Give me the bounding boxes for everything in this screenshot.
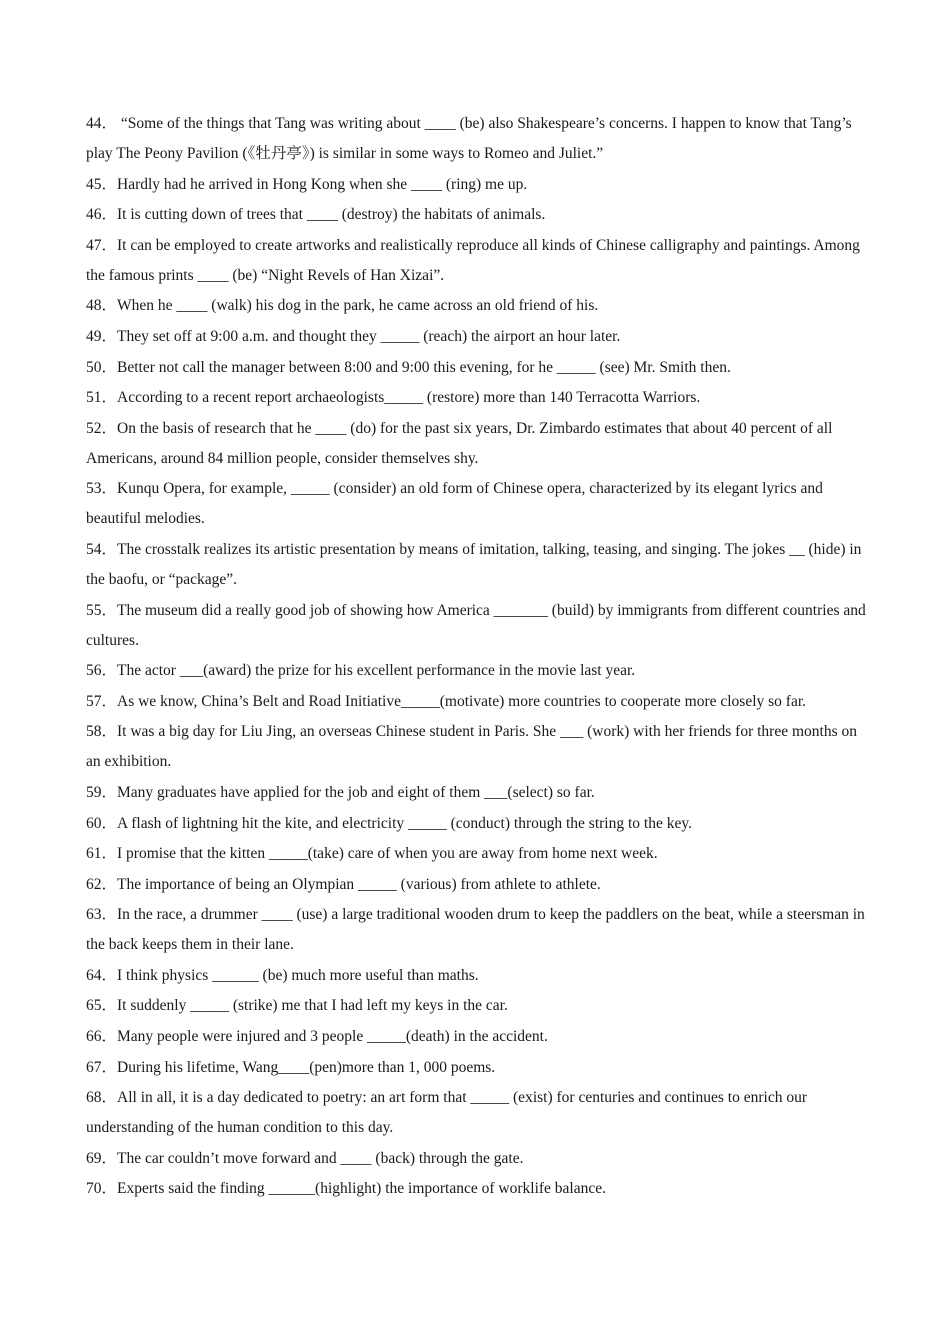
question-66	[86, 1022, 866, 1052]
question-68	[86, 1083, 866, 1143]
question-70	[86, 1174, 866, 1204]
question-number: 69．	[86, 1149, 118, 1167]
question-text: It is cutting down of trees that ____ (destroy) the habitats of animals.	[117, 206, 546, 224]
question-65	[86, 991, 866, 1021]
question-57	[86, 687, 866, 717]
question-46	[86, 200, 866, 230]
question-text: “Some of the things that Tang was writing about ____ (be) also Shakespeare’s concerns. I happen to know that Tang’s play The Peony Pavilion (《牡丹亭》) is similar in some ways to Romeo and Juliet.”	[86, 115, 852, 162]
question-text: It suddenly _____ (strike) me that I had left my keys in the car.	[117, 997, 508, 1015]
question-text: It was a big day for Liu Jing, an overseas Chinese student in Paris. She ___ (work) with her friends for three months on an exhibition.	[86, 723, 857, 771]
question-text: Hardly had he arrived in Hong Kong when she ____ (ring) me up.	[117, 175, 528, 193]
question-number: 46．	[86, 206, 118, 224]
question-58	[86, 717, 866, 777]
question-text: The crosstalk realizes its artistic presentation by means of imitation, talking, teasing, and singing. The jokes __ (hide) in the baofu, or “package”.	[86, 540, 862, 588]
question-text: I promise that the kitten _____(take) care of when you are away from home next week.	[117, 845, 658, 863]
question-number: 55．	[86, 601, 118, 619]
question-number: 63．	[86, 906, 118, 924]
question-62	[86, 870, 866, 900]
question-number: 51．	[86, 389, 118, 407]
question-number: 45．	[86, 175, 118, 193]
question-number: 61．	[86, 845, 118, 863]
question-50	[86, 353, 866, 383]
question-52	[86, 414, 866, 474]
question-48	[86, 291, 866, 321]
exercise-list	[86, 109, 866, 1205]
question-63	[86, 900, 866, 960]
question-number: 60．	[86, 814, 118, 832]
question-59	[86, 778, 866, 808]
question-number: 65．	[86, 997, 118, 1015]
question-55	[86, 596, 866, 656]
question-56	[86, 656, 866, 686]
question-60	[86, 809, 866, 839]
question-text: The car couldn’t move forward and ____ (back) through the gate.	[117, 1149, 524, 1167]
question-text: According to a recent report archaeologists_____ (restore) more than 140 Terracotta Warriors.	[117, 389, 701, 407]
question-number: 68．	[86, 1089, 118, 1107]
question-number: 57．	[86, 692, 118, 710]
question-69	[86, 1144, 866, 1174]
question-number: 70．	[86, 1180, 118, 1198]
question-44	[86, 109, 866, 169]
question-text: They set off at 9:00 a.m. and thought they _____ (reach) the airport an hour later.	[117, 327, 621, 345]
question-text: Better not call the manager between 8:00 and 9:00 this evening, for he _____ (see) Mr. Smith then.	[117, 358, 731, 376]
question-text: The importance of being an Olympian _____ (various) from athlete to athlete.	[117, 875, 601, 893]
question-text: The museum did a really good job of showing how America _______ (build) by immigrants from different countries and cultures.	[86, 601, 866, 649]
question-number: 58．	[86, 723, 118, 741]
question-number: 50．	[86, 358, 118, 376]
question-53	[86, 474, 866, 534]
question-number: 52．	[86, 419, 118, 437]
question-number: 48．	[86, 297, 118, 315]
question-54	[86, 535, 866, 595]
question-text: When he ____ (walk) his dog in the park, he came across an old friend of his.	[117, 297, 599, 315]
question-text: Many graduates have applied for the job and eight of them ___(select) so far.	[117, 783, 595, 801]
question-text: The actor ___(award) the prize for his excellent performance in the movie last year.	[117, 662, 636, 680]
question-text: I think physics ______ (be) much more useful than maths.	[117, 966, 479, 984]
question-text: Experts said the finding ______(highlight) the importance of worklife balance.	[117, 1180, 606, 1198]
question-number: 64．	[86, 966, 118, 984]
question-number: 66．	[86, 1028, 118, 1046]
question-number: 67．	[86, 1058, 118, 1076]
question-51	[86, 383, 866, 413]
question-text: It can be employed to create artworks and realistically reproduce all kinds of Chinese calligraphy and paintings. Among the famous prints ____ (be) “Night Revels of Han Xizai”.	[86, 236, 860, 284]
question-number: 47．	[86, 236, 118, 254]
question-49	[86, 322, 866, 352]
question-45	[86, 170, 866, 200]
question-number: 53．	[86, 480, 118, 498]
question-text: During his lifetime, Wang____(pen)more than 1, 000 poems.	[117, 1058, 496, 1076]
question-text: On the basis of research that he ____ (do) for the past six years, Dr. Zimbardo estimates that about 40 percent of all Americans, around 84 million people, consider themselves shy.	[86, 419, 833, 467]
question-67	[86, 1053, 866, 1083]
question-64	[86, 961, 866, 991]
question-number: 54．	[86, 540, 118, 558]
question-text: In the race, a drummer ____ (use) a large traditional wooden drum to keep the paddlers on the beat, while a steersman in the back keeps them in their lane.	[86, 906, 865, 954]
question-number: 59．	[86, 783, 118, 801]
question-number: 49．	[86, 327, 118, 345]
question-47	[86, 231, 866, 291]
question-text: A flash of lightning hit the kite, and electricity _____ (conduct) through the string to the key.	[117, 814, 692, 832]
question-text: As we know, China’s Belt and Road Initiative_____(motivate) more countries to cooperate more closely so far.	[117, 692, 807, 710]
question-text: Kunqu Opera, for example, _____ (consider) an old form of Chinese opera, characterized by its elegant lyrics and beautiful melodies.	[86, 480, 823, 528]
question-text: Many people were injured and 3 people _____(death) in the accident.	[117, 1028, 548, 1046]
question-text: All in all, it is a day dedicated to poetry: an art form that _____ (exist) for centuries and continues to enrich our understanding of the human condition to this day.	[86, 1089, 807, 1137]
question-number: 56．	[86, 662, 118, 680]
question-61	[86, 839, 866, 869]
question-number: 44．	[86, 115, 118, 132]
question-number: 62．	[86, 875, 118, 893]
